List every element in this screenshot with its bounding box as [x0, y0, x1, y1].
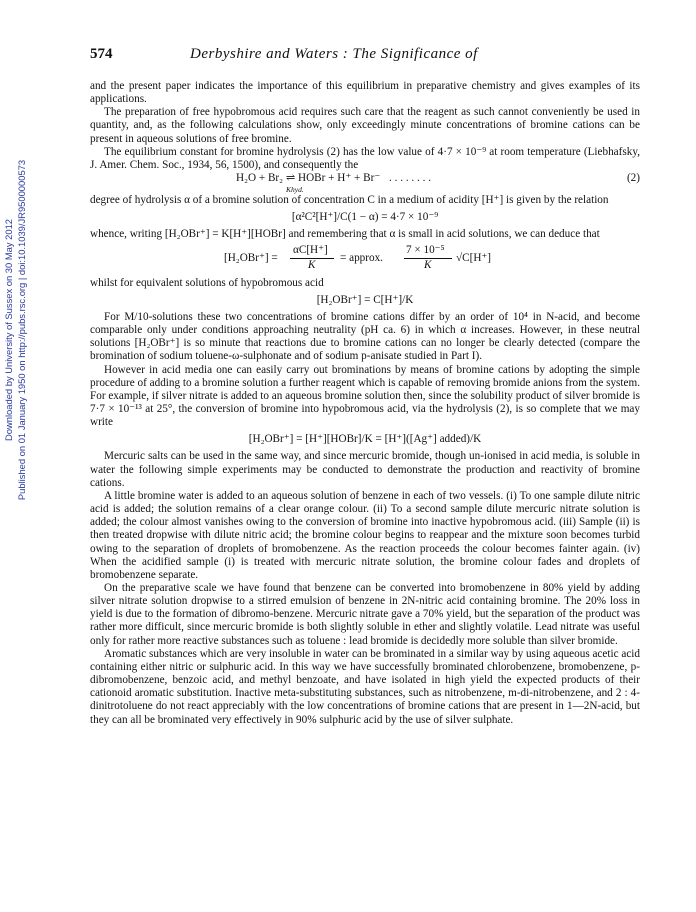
equation-expression: H₂O + Br₂ ⇌ HOBr + H⁺ + Br⁻ [236, 172, 381, 185]
equation-relation: [α²C²[H⁺]/C(1 − α) = 4·7 × 10⁻⁹ [291, 211, 439, 224]
equation-number: (2) [626, 172, 640, 185]
eq-numerator: αC[H⁺] [293, 243, 328, 256]
eq-denominator: K [308, 258, 316, 271]
paragraph: and the present paper indicates the importance of this equilibrium in preparative chemistry and gives examples of its applications. [90, 80, 640, 106]
running-header [90, 46, 640, 66]
paragraph: However in acid media one can easily carry out brominations by means of bromine cations by adopting the simple procedure of adding to a bromine solution a further reagent which is capable of removing bromide anions from the system. For example, if silver nitrate is added to an aqueous bromine solution then, since the solubility product of silver bromide is 7·7 × 10⁻¹³ at 25°, the conversion of bromine into hypobromous acid, via the hydrolysis (2), is so complete that we may write [90, 363, 640, 429]
paragraph: For M/10-solutions these two concentrations of bromine cations differ by an order of 10⁴ in N-acid, and become comparable only under conditions approaching neutrality (pH ca. 6) in which α increases. However, in these neutral solutions [H₂OBr⁺] is so minute that reactions due to bromine cations can no longer be clearly detected (compare the bromination of sodium toluene-ω-sulphonate and of sodium p-anisate studied in Part I). [90, 310, 640, 363]
download-stamp [2, 60, 32, 600]
equation-2 [90, 172, 640, 194]
running-title: Derbyshire and Waters : The Significance of [190, 46, 478, 62]
article-page [90, 46, 640, 727]
paragraph: Aromatic substances which are very insoluble in water can be brominated in a similar way by using aqueous acetic acid containing either nitric or sulphuric acid. In this way we have successfully brominated chlorobenzene, bromobenzene, p-dibromobenzene, benzoic acid, and methyl benzoate, and have isolated in high yield the expected products of their cationoid aromatic substitution. Inactive meta-substituting substances, such as nitrobenzene, m-di-nitrobenzene, and 2 : 4-dinitrotoluene do not react appreciably with the low concentrations of bromine cations that are present in 1—2N-acid, but they can all be brominated very effectively in 90% sulphuric acid by the use of silver sulphate. [90, 647, 640, 726]
equation-dots: . . . . . . . . [389, 172, 431, 185]
paragraph: degree of hydrolysis α of a bromine solution of concentration C in a medium of acidity [H⁺] is given by the relation [90, 194, 609, 207]
eq-numerator: 7 × 10⁻⁵ [406, 243, 445, 256]
publication-line: Published on 01 January 1950 on http://pubs.rsc.org | doi:10.1039/JR9500000573 [16, 159, 27, 501]
paragraph: A little bromine water is added to an aqueous solution of benzene in each of two vessels. (i) To one sample dilute nitric acid is added; the solution remains of a clear orange colour. (ii) To a second sample dilute mercuric nitrate solution is added; the colour almost vanishes owing to the conversion of bromine into inactive hypobromous acid. (iii) Sample (ii) is then treated dropwise with dilute nitric acid; the bromine colour begins to reappear and the mixture soon becomes turbid owing to the separation of droplets of bromobenzene. As the reaction proceeds the colour becomes fainter again. (iv) When the acidified sample (i) is treated with mercuric nitrate solution, the bromine colour fades and droplets of bromobenzene separate. [90, 489, 640, 581]
paragraph: whilst for equivalent solutions of hypobromous acid [90, 276, 324, 289]
paragraph: whence, writing [H₂OBr⁺] = K[H⁺][HOBr] and remembering that α is small in acid solutions, we can deduce that [90, 228, 600, 241]
eq-sqrt: √C[H⁺] [456, 251, 492, 264]
paragraph: Mercuric salts can be used in the same way, and since mercuric bromide, though un-ionised in acid media, is soluble in water the following simple experiments may be conducted to demonstrate the production and reactivity of bromine cations. [90, 450, 640, 489]
eq-approx: = approx. [340, 251, 383, 264]
paragraph: The preparation of free hypobromous acid requires such care that the reagent as such cannot conveniently be used in quantity, and, as the following calculations show, only exceedingly minute concentrations of bromine cations can be present in aqueous solutions of free bromine. [90, 106, 640, 145]
paragraph: The equilibrium constant for bromine hydrolysis (2) has the low value of 4·7 × 10⁻⁹ at room temperature (Liebhafsky, J. Amer. Chem. Soc., 1934, 56, 1500), and consequently the [90, 145, 640, 171]
eq-lhs: [H₂OBr⁺] = [224, 251, 278, 264]
equation-deduction [90, 244, 640, 274]
paragraph: On the preparative scale we have found that benzene can be converted into bromobenzene in 80% yield by adding silver nitrate solution dropwise to a stirred emulsion of benzene in 2N-nitric acid containing bromine. The 20% loss in yield is due to the formation of dibromo-benzene. Mercuric nitrate gave a 70% yield, but the separation of the product was rather more difficult, since mercuric bromide is both slightly soluble in ether and slightly volatile. Lead nitrate was useful only for rather more reactive substances such as toluene : lead bromide is decidedly more soluble than silver bromide. [90, 582, 640, 647]
body-text [90, 80, 640, 727]
equation-hypobromous: [H₂OBr⁺] = C[H⁺]/K [316, 293, 414, 306]
eq-denominator: K [424, 258, 432, 271]
equation-silver: [H₂OBr⁺] = [H⁺][HOBr]/K = [H⁺]([Ag⁺] added)/K [248, 433, 482, 446]
download-line: Downloaded by University of Sussex on 30 May 2012 [3, 219, 14, 441]
equation-k-label: Khyd. [286, 185, 304, 195]
page-number: 574 [90, 46, 113, 62]
